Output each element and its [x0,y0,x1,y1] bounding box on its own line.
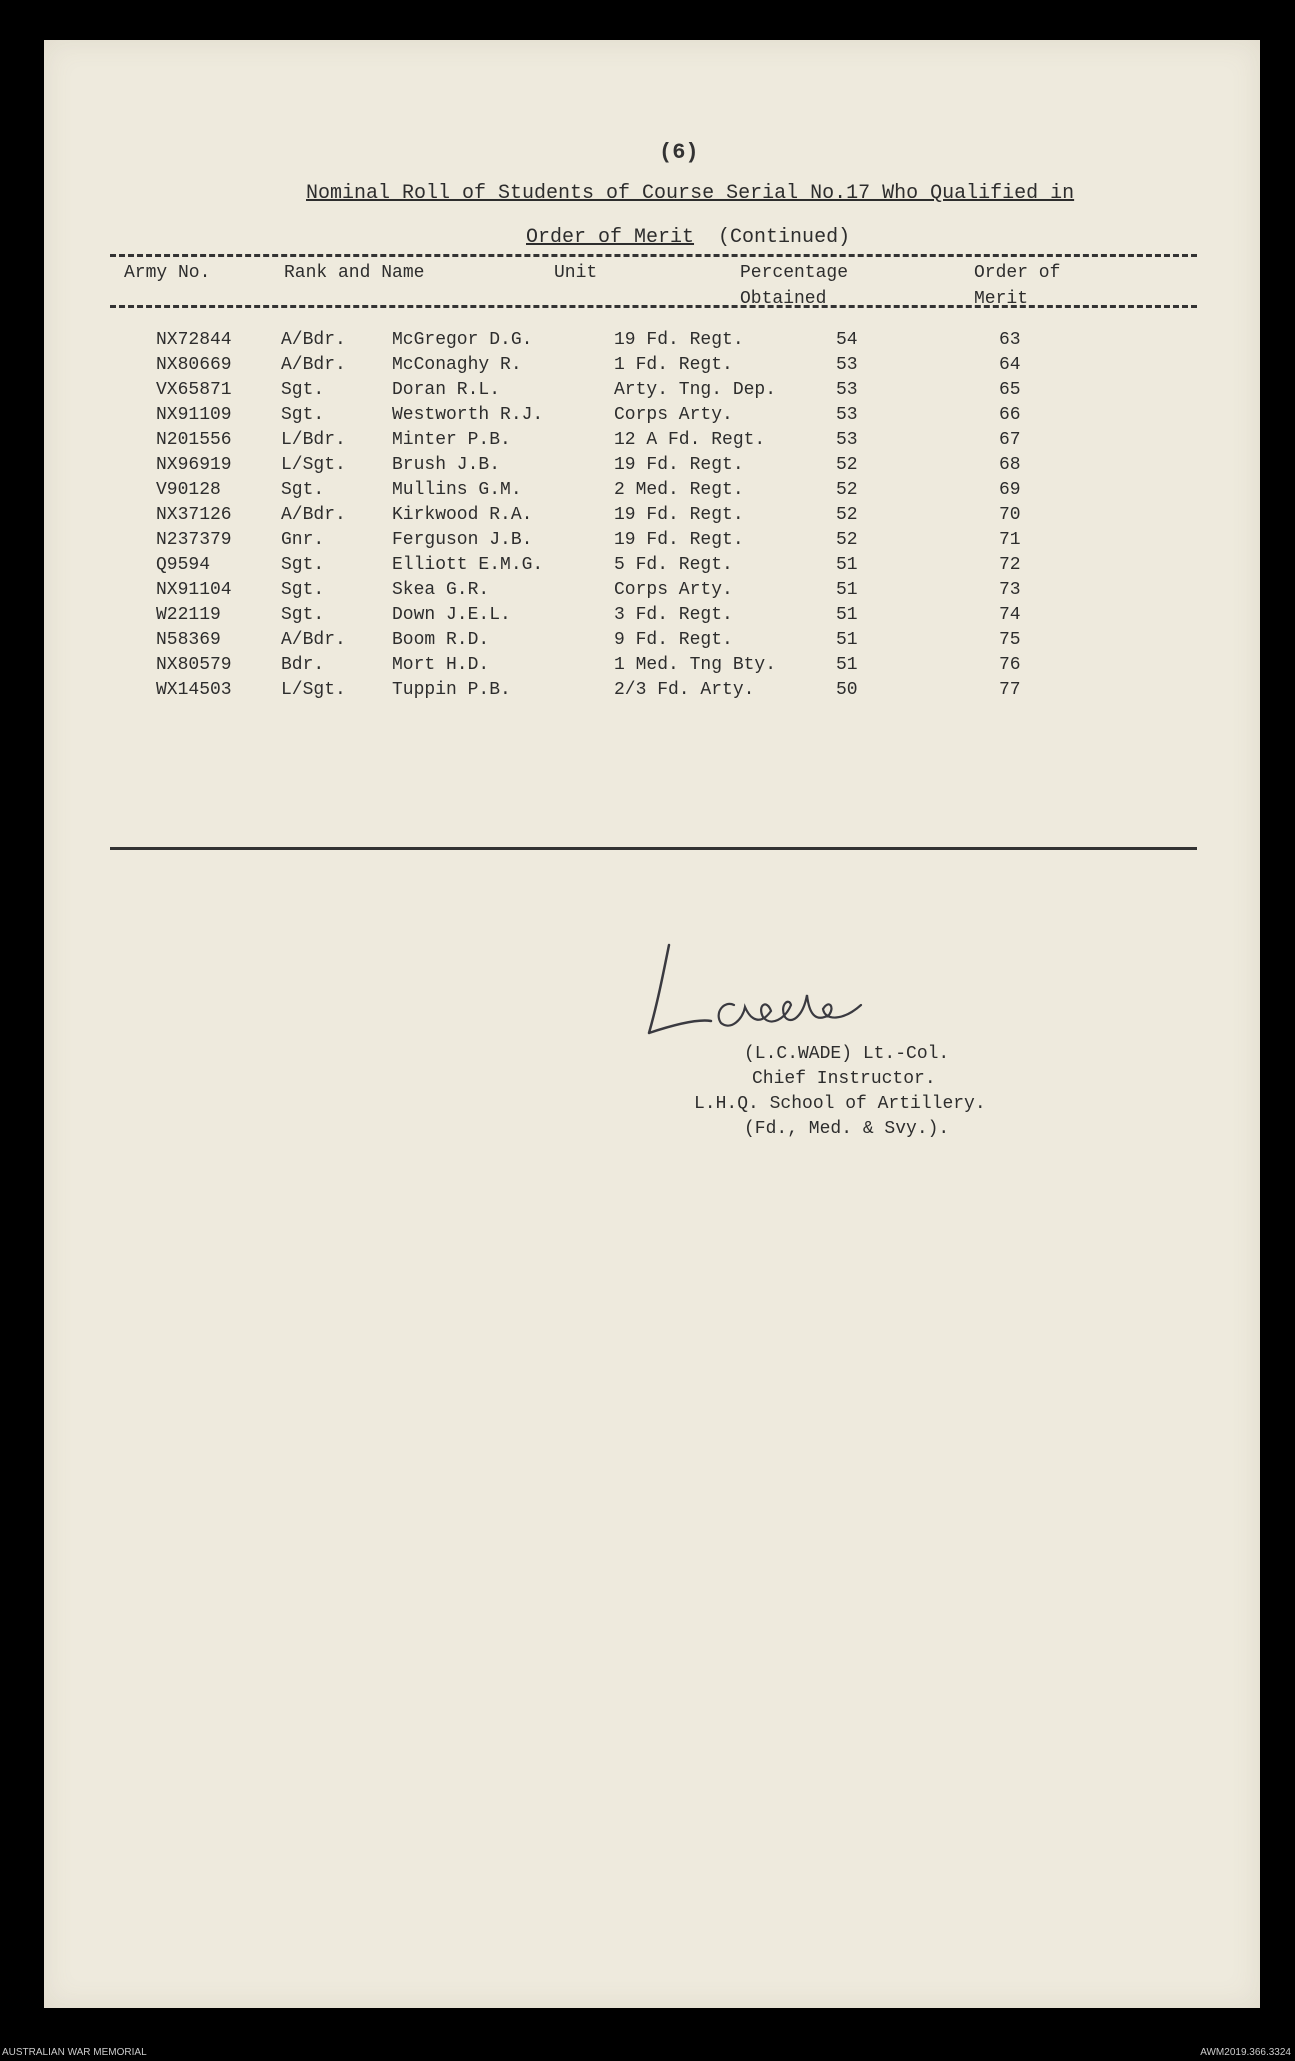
cell-army-no: NX72844 [156,330,232,350]
cell-rank: Sgt. [281,405,325,425]
cell-order: 67 [999,430,1021,450]
signature [639,935,989,1055]
cell-unit: 2 Med. Regt. [614,480,744,500]
cell-rank: A/Bdr. [281,355,346,375]
page-number: (6) [659,140,699,165]
cell-name: McGregor D.G. [392,330,533,350]
header-army-no: Army No. [124,263,211,283]
cell-army-no: VX65871 [156,380,232,400]
cell-percentage: 53 [836,430,858,450]
cell-unit: Arty. Tng. Dep. [614,380,777,400]
table-row [44,330,1260,355]
cell-army-no: NX91109 [156,405,232,425]
cell-unit: Corps Arty. [614,405,733,425]
cell-name: Ferguson J.B. [392,530,533,550]
cell-name: Doran R.L. [392,380,501,400]
cell-unit: 1 Med. Tng Bty. [614,655,777,675]
header-order-1: Order of [974,263,1061,283]
cell-unit: 19 Fd. Regt. [614,330,744,350]
document-page [44,40,1260,2008]
table-row [44,455,1260,480]
cell-rank: Sgt. [281,380,325,400]
header-percentage-1: Percentage [740,263,849,283]
cell-percentage: 54 [836,330,858,350]
cell-rank: A/Bdr. [281,505,346,525]
signatory-title: Chief Instructor. [752,1069,936,1089]
subtitle-continued: (Continued) [718,226,851,249]
table-row [44,605,1260,630]
cell-rank: L/Sgt. [281,455,346,475]
cell-name: Mort H.D. [392,655,490,675]
cell-army-no: NX91104 [156,580,232,600]
cell-order: 70 [999,505,1021,525]
cell-percentage: 51 [836,655,858,675]
table-end-rule [110,847,1197,850]
cell-order: 72 [999,555,1021,575]
cell-army-no: NX80669 [156,355,232,375]
cell-percentage: 51 [836,630,858,650]
cell-army-no: N201556 [156,430,232,450]
footer-accession: AWM2019.366.3324 [1200,2047,1291,2058]
table-row [44,430,1260,455]
cell-rank: L/Sgt. [281,680,346,700]
cell-name: Mullins G.M. [392,480,522,500]
table-row [44,530,1260,555]
cell-percentage: 52 [836,455,858,475]
cell-rank: A/Bdr. [281,630,346,650]
header-order-2: Merit [974,289,1029,309]
table-row [44,355,1260,380]
cell-percentage: 52 [836,530,858,550]
header-rank-name: Rank and Name [284,263,425,283]
cell-rank: L/Bdr. [281,430,346,450]
cell-army-no: NX80579 [156,655,232,675]
header-top-rule [110,254,1197,257]
header-bottom-rule [110,305,1197,308]
header-percentage-2: Obtained [740,289,827,309]
cell-name: Minter P.B. [392,430,511,450]
cell-rank: Sgt. [281,580,325,600]
cell-order: 63 [999,330,1021,350]
cell-percentage: 53 [836,355,858,375]
cell-order: 74 [999,605,1021,625]
cell-army-no: N237379 [156,530,232,550]
cell-unit: 2/3 Fd. Arty. [614,680,755,700]
cell-percentage: 51 [836,605,858,625]
cell-percentage: 51 [836,555,858,575]
signatory-name: (L.C.WADE) Lt.-Col. [744,1044,950,1064]
cell-unit: 12 A Fd. Regt. [614,430,766,450]
document-subtitle [526,226,850,249]
cell-name: Down J.E.L. [392,605,511,625]
subtitle-underlined: Order of Merit [526,226,695,249]
cell-order: 66 [999,405,1021,425]
cell-name: Boom R.D. [392,630,490,650]
cell-percentage: 52 [836,480,858,500]
signatory-school: L.H.Q. School of Artillery. [694,1094,986,1114]
table-row [44,555,1260,580]
cell-name: Brush J.B. [392,455,501,475]
cell-unit: 9 Fd. Regt. [614,630,733,650]
cell-unit: 3 Fd. Regt. [614,605,733,625]
cell-order: 77 [999,680,1021,700]
cell-percentage: 52 [836,505,858,525]
cell-rank: A/Bdr. [281,330,346,350]
cell-rank: Gnr. [281,530,325,550]
cell-name: Kirkwood R.A. [392,505,533,525]
table-row [44,380,1260,405]
cell-order: 65 [999,380,1021,400]
table-row [44,630,1260,655]
cell-order: 64 [999,355,1021,375]
cell-army-no: V90128 [156,480,221,500]
cell-rank: Bdr. [281,655,325,675]
cell-unit: 19 Fd. Regt. [614,530,744,550]
cell-unit: 19 Fd. Regt. [614,505,744,525]
cell-rank: Sgt. [281,605,325,625]
cell-army-no: NX37126 [156,505,232,525]
cell-army-no: W22119 [156,605,221,625]
cell-name: Westworth R.J. [392,405,544,425]
cell-order: 76 [999,655,1021,675]
cell-army-no: Q9594 [156,555,211,575]
cell-unit: 1 Fd. Regt. [614,355,733,375]
cell-percentage: 53 [836,380,858,400]
cell-percentage: 51 [836,580,858,600]
signatory-branches: (Fd., Med. & Svy.). [744,1119,950,1139]
cell-name: McConaghy R. [392,355,522,375]
header-unit: Unit [554,263,598,283]
signature-text: LCWade [639,935,643,936]
cell-order: 71 [999,530,1021,550]
footer-institution: AUSTRALIAN WAR MEMORIAL [2,2047,147,2058]
document-title: Nominal Roll of Students of Course Serial No.17 Who Qualified in [306,182,1075,205]
cell-army-no: WX14503 [156,680,232,700]
table-row [44,580,1260,605]
cell-name: Tuppin P.B. [392,680,511,700]
cell-order: 75 [999,630,1021,650]
cell-army-no: N58369 [156,630,221,650]
cell-unit: Corps Arty. [614,580,733,600]
table-row [44,655,1260,680]
cell-army-no: NX96919 [156,455,232,475]
cell-order: 68 [999,455,1021,475]
table-row [44,405,1260,430]
signatory-block [694,1042,986,1142]
cell-percentage: 53 [836,405,858,425]
table-row [44,680,1260,705]
cell-unit: 5 Fd. Regt. [614,555,733,575]
cell-rank: Sgt. [281,555,325,575]
cell-unit: 19 Fd. Regt. [614,455,744,475]
table-row [44,505,1260,530]
cell-percentage: 50 [836,680,858,700]
cell-name: Skea G.R. [392,580,490,600]
cell-order: 73 [999,580,1021,600]
cell-name: Elliott E.M.G. [392,555,544,575]
cell-order: 69 [999,480,1021,500]
cell-rank: Sgt. [281,480,325,500]
table-row [44,480,1260,505]
